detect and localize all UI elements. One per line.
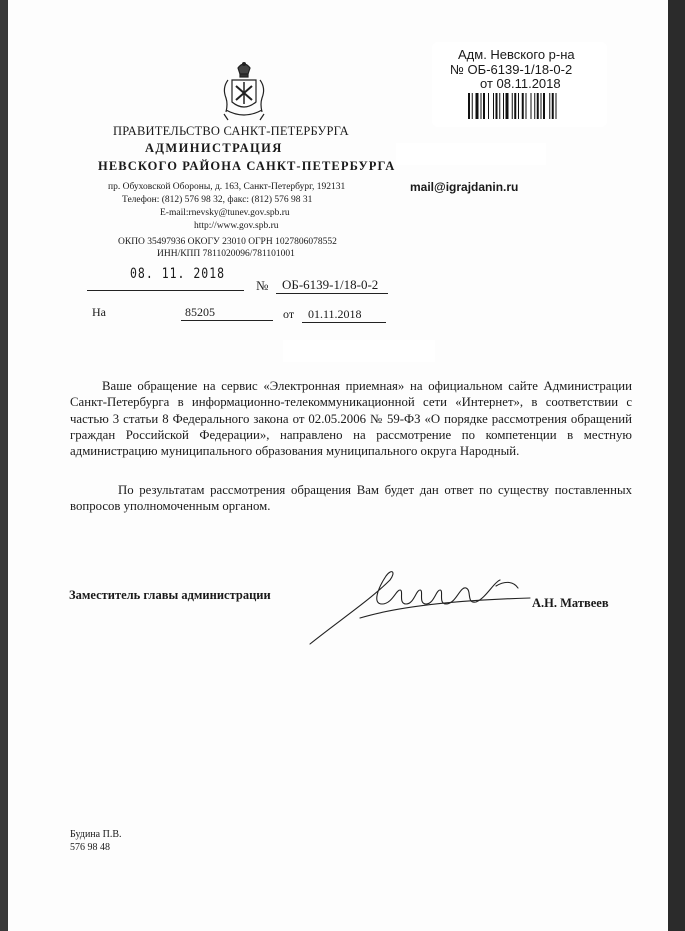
org-name-line1: ПРАВИТЕЛЬСТВО САНКТ-ПЕТЕРБУРГА bbox=[113, 124, 349, 138]
incoming-date-underline bbox=[302, 322, 386, 323]
incoming-number: 85205 bbox=[185, 305, 215, 319]
incoming-number-underline bbox=[181, 320, 273, 321]
body-paragraph-2: По результатам рассмотрения обращения Вам будет дан ответ по существу поставленных вопросов уполномоченным органом. bbox=[70, 483, 632, 514]
registration-date-stamp: 08. 11. 2018 bbox=[130, 264, 226, 282]
recipient-email: mail@igrajdanin.ru bbox=[410, 180, 519, 194]
executor-block bbox=[70, 828, 121, 854]
signatory-name: А.Н. Матвеев bbox=[532, 596, 609, 610]
org-address: пр. Обуховской Обороны, д. 163, Санкт-Петербург, 192131 bbox=[108, 182, 346, 192]
org-codes: ОКПО 35497936 ОКОГУ 23010 ОГРН 1027806078552 bbox=[118, 237, 337, 247]
org-website: http://www.gov.spb.ru bbox=[194, 221, 279, 231]
coat-of-arms-icon bbox=[218, 58, 270, 124]
executor-phone: 576 98 48 bbox=[70, 842, 110, 853]
body-paragraph-1: Ваше обращение на сервис «Электронная приемная» на официальном сайте Администрации Санкт-Петербурга в информационно-телекоммуникационной сети «Интернет», в соответствии с частью 3 статьи 8 Федерального закона от 02.05.2006 № 59-ФЗ «О порядке рассмотрения обращений граждан Российской Федерации», направлено на рассмотрение по компетенции в местную администрацию муниципального образования муниципального округа Народный. bbox=[70, 379, 632, 459]
na-label: На bbox=[92, 305, 106, 319]
stamp-line3: от 08.11.2018 bbox=[480, 76, 561, 91]
org-name-line2: АДМИНИСТРАЦИЯ bbox=[145, 141, 283, 155]
scan-edge bbox=[668, 0, 685, 931]
org-inn: ИНН/КПП 7811020096/781101001 bbox=[157, 249, 295, 259]
barcode bbox=[468, 93, 588, 119]
executor-name: Будина П.В. bbox=[70, 829, 122, 840]
date-underline bbox=[87, 290, 244, 291]
letter-sheet bbox=[8, 0, 668, 931]
redacted-recipient-name bbox=[396, 143, 546, 165]
incoming-date: 01.11.2018 bbox=[308, 307, 362, 321]
org-email: E-mail:rnevsky@tunev.gov.spb.ru bbox=[160, 208, 290, 218]
org-phone: Телефон: (812) 576 98 32, факс: (812) 576 98 31 bbox=[122, 195, 313, 205]
registration-number: ОБ-6139-1/18-0-2 bbox=[282, 277, 379, 292]
number-underline bbox=[276, 293, 388, 294]
ot-label: от bbox=[283, 307, 295, 321]
org-name-line3: НЕВСКОГО РАЙОНА САНКТ-ПЕТЕРБУРГА bbox=[98, 159, 396, 173]
stamp-line2: № ОБ-6139-1/18-0-2 bbox=[450, 62, 573, 77]
stamp-line1: Адм. Невского р-на bbox=[458, 47, 575, 62]
redacted-salutation bbox=[283, 340, 435, 362]
number-sign: № bbox=[256, 278, 269, 293]
handwritten-signature bbox=[300, 560, 540, 650]
signatory-title: Заместитель главы администрации bbox=[69, 588, 271, 602]
